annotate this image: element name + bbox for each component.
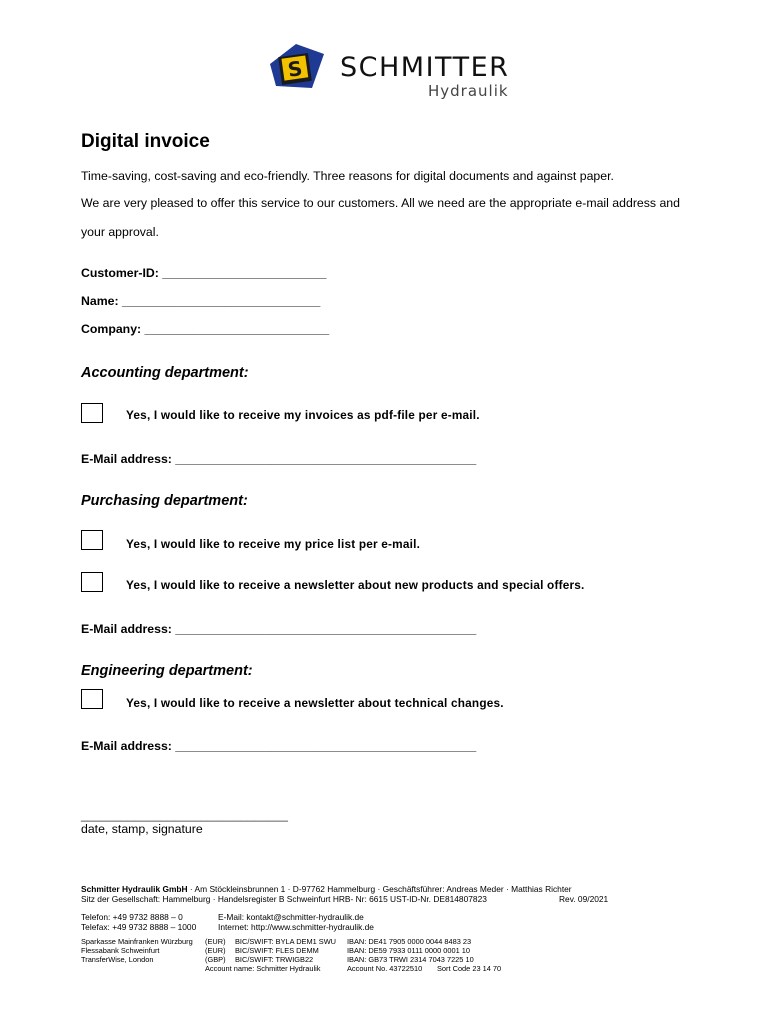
purchasing-heading: Purchasing department: bbox=[81, 493, 248, 509]
footer-bank-bic-1: BIC/SWIFT: FLES DEMM bbox=[235, 946, 319, 955]
footer-company-line bbox=[81, 884, 572, 894]
signature-label: date, stamp, signature bbox=[81, 822, 203, 836]
footer-bank-bic-0: BIC/SWIFT: BYLA DEM1 SWU bbox=[235, 937, 337, 946]
page-title: Digital invoice bbox=[81, 131, 210, 152]
footer-company-name: Schmitter Hydraulik GmbH bbox=[81, 884, 188, 894]
footer-bank-iban-2: IBAN: GB73 TRWI 2314 7043 7225 10 bbox=[347, 955, 474, 964]
footer-registry-line: Sitz der Gesellschaft: Hammelburg · Handelsregister B Schweinfurt HRB- Nr: 6615 UST-ID-Nr. DE814807823 bbox=[81, 894, 487, 904]
intro-line-3: your approval. bbox=[81, 225, 159, 239]
customer-id-field[interactable]: Customer-ID: ________________________ bbox=[81, 266, 327, 280]
footer-bank-cur-1: (EUR) bbox=[205, 946, 226, 955]
engineering-newsletter-label: Yes, I would like to receive a newsletter about technical changes. bbox=[126, 696, 504, 710]
accounting-invoice-checkbox[interactable] bbox=[81, 403, 103, 423]
footer-bank-name-0: Sparkasse Mainfranken Würzburg bbox=[81, 937, 193, 946]
footer-bank-cur-2: (GBP) bbox=[205, 955, 226, 964]
footer-email[interactable]: E-Mail: kontakt@schmitter-hydraulik.de bbox=[218, 912, 364, 922]
company-subtitle: Hydraulik bbox=[428, 82, 509, 100]
purchasing-email-field[interactable]: E-Mail address: ____________________________________________ bbox=[81, 622, 477, 636]
footer-company-address: · Am Stöckleinsbrunnen 1 · D-97762 Hammelburg · Geschäftsführer: Andreas Meder · Matthias Richter bbox=[187, 884, 572, 894]
company-field[interactable]: Company: ___________________________ bbox=[81, 322, 330, 336]
footer-bank-iban-1: IBAN: DE59 7933 0111 0000 0001 10 bbox=[347, 946, 470, 955]
accounting-heading: Accounting department: bbox=[81, 365, 249, 381]
company-logo-mark bbox=[266, 42, 326, 92]
footer-bank-name-2: TransferWise, London bbox=[81, 955, 154, 964]
footer-account-name: Account name: Schmitter Hydraulik bbox=[205, 964, 321, 973]
purchasing-pricelist-checkbox[interactable] bbox=[81, 530, 103, 550]
intro-line-1: Time-saving, cost-saving and eco-friendly. Three reasons for digital documents and against paper. bbox=[81, 169, 614, 183]
purchasing-newsletter-checkbox[interactable] bbox=[81, 572, 103, 592]
footer-internet[interactable]: Internet: http://www.schmitter-hydraulik.de bbox=[218, 922, 374, 932]
engineering-email-field[interactable]: E-Mail address: ____________________________________________ bbox=[81, 739, 477, 753]
engineering-newsletter-checkbox[interactable] bbox=[81, 689, 103, 709]
name-field[interactable]: Name: _____________________________ bbox=[81, 294, 321, 308]
footer-fax: Telefax: +49 9732 8888 – 1000 bbox=[81, 922, 197, 932]
purchasing-pricelist-label: Yes, I would like to receive my price list per e-mail. bbox=[126, 537, 421, 551]
footer-bank-bic-2: BIC/SWIFT: TRWIGB22 bbox=[235, 955, 314, 964]
footer-phone: Telefon: +49 9732 8888 – 0 bbox=[81, 912, 183, 922]
footer-revision: Rev. 09/2021 bbox=[559, 894, 609, 904]
footer-bank-iban-0: IBAN: DE41 7905 0000 0044 8483 23 bbox=[347, 937, 472, 946]
signature-line[interactable]: _______________________________ bbox=[81, 808, 288, 822]
engineering-heading: Engineering department: bbox=[81, 663, 253, 679]
accounting-email-field[interactable]: E-Mail address: ____________________________________________ bbox=[81, 452, 477, 466]
company-name: SCHMITTER bbox=[340, 52, 510, 83]
logo-letter: S bbox=[286, 56, 304, 82]
footer-sort-code: Sort Code 23 14 70 bbox=[437, 964, 502, 973]
accounting-invoice-label: Yes, I would like to receive my invoices as pdf-file per e-mail. bbox=[126, 408, 480, 422]
purchasing-newsletter-label: Yes, I would like to receive a newsletter about new products and special offers. bbox=[126, 578, 585, 592]
intro-line-2: We are very pleased to offer this service to our customers. All we need are the appropriate e-mail address and bbox=[81, 196, 680, 210]
footer-bank-name-1: Flessabank Schweinfurt bbox=[81, 946, 160, 955]
footer-bank-cur-0: (EUR) bbox=[205, 937, 226, 946]
footer-account-no: Account No. 43722510 bbox=[347, 964, 423, 973]
